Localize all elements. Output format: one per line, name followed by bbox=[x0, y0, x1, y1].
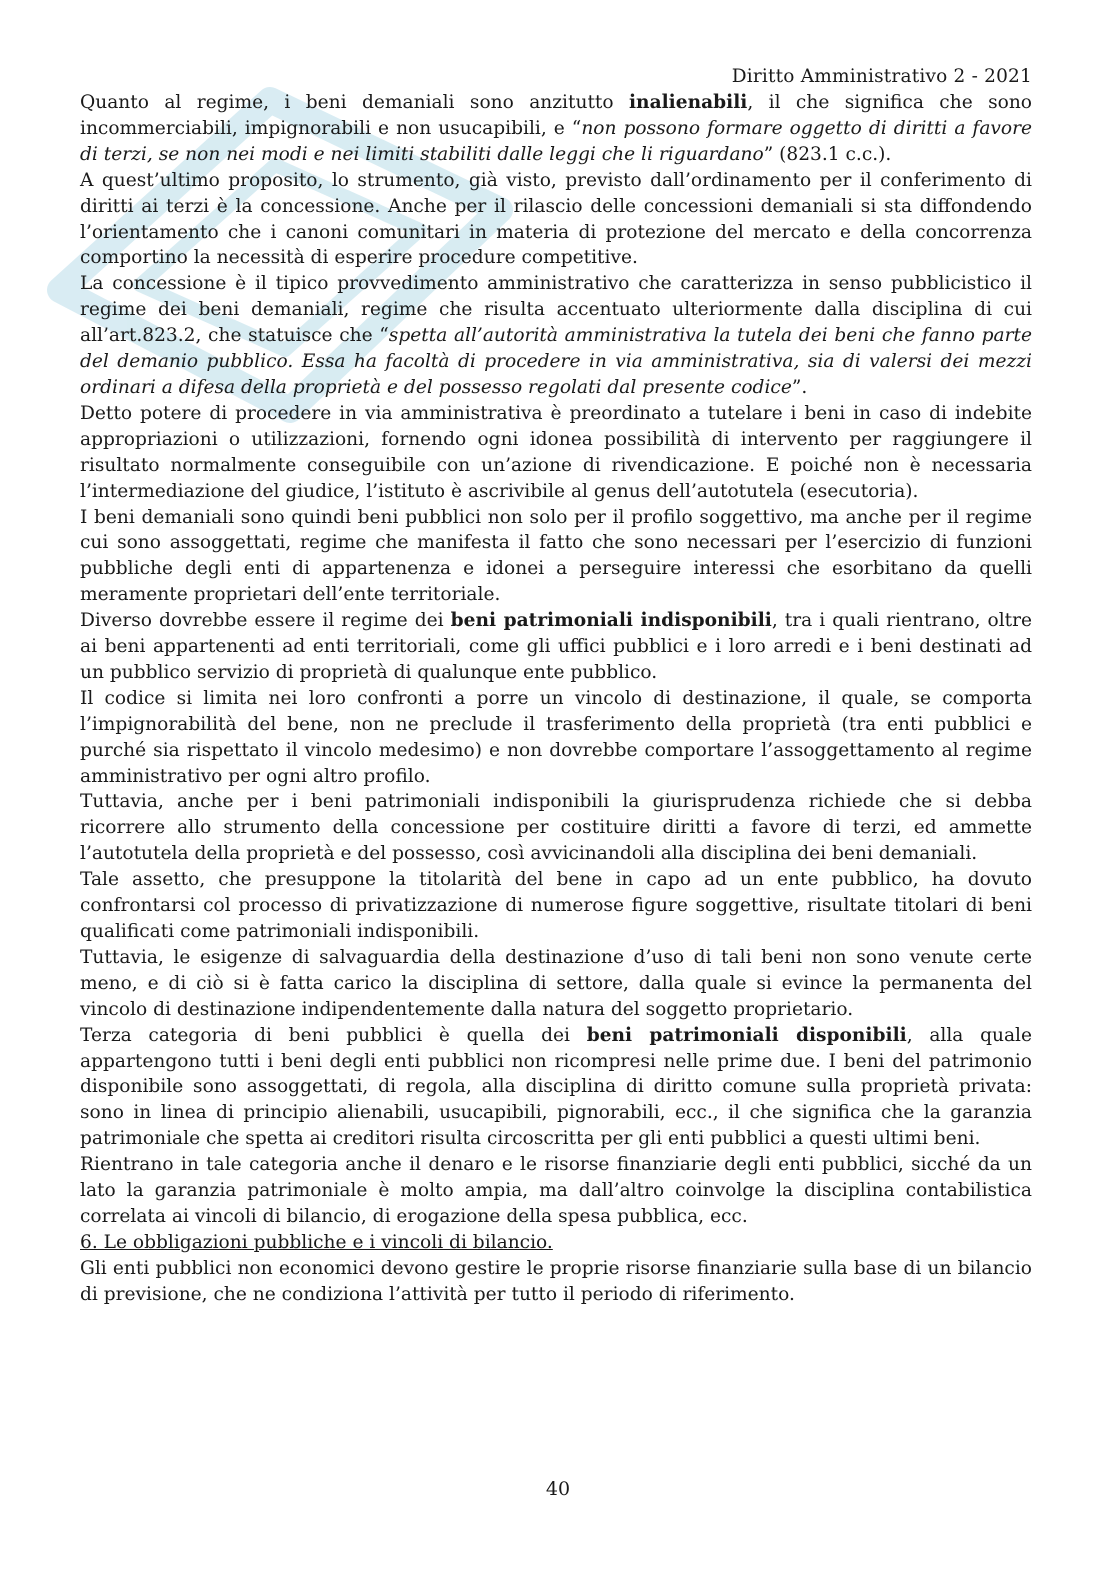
text-run: Il codice si limita nei loro confronti a porre un vincolo di destinazione, il quale, se comporta l’impignorabilità del bene, non ne preclude il trasferimento della proprietà (tra enti pubblici e purché sia rispettato il vincolo medesimo) e non dovrebbe comportare l’assoggettamento al regime amministrativo per ogni altro profilo. bbox=[80, 687, 1032, 787]
paragraph bbox=[80, 867, 1032, 945]
section-heading bbox=[80, 1230, 1032, 1256]
paragraph bbox=[80, 1023, 1032, 1153]
text-run: Terza categoria di beni pubblici è quella dei bbox=[80, 1024, 587, 1046]
paragraph bbox=[80, 608, 1032, 686]
document-header: Diritto Amministrativo 2 - 2021 bbox=[731, 66, 1032, 87]
paragraph bbox=[80, 168, 1032, 272]
paragraph bbox=[80, 945, 1032, 1023]
paragraph bbox=[80, 505, 1032, 609]
text-run: Detto potere di procedere in via amministrativa è preordinato a tutelare i beni in caso di indebite appropriazioni o utilizzazioni, fornendo ogni idonea possibilità di intervento per raggiungere il risultato normalmente conseguibile con un’azione di rivendicazione. E poiché non è necessaria l’intermediazione del giudice, l’istituto è ascrivibile al genus dell’autotutela (esecutoria). bbox=[80, 402, 1032, 502]
text-run: A quest’ultimo proposito, lo strumento, già visto, previsto dall’ordinamento per il conferimento di diritti ai terzi è la concessione. Anche per il rilascio delle concessioni demaniali si sta diffondendo l’orientamento che i canoni comunitari in materia di protezione del mercato e della concorrenza comportino la necessità di esperire procedure competitive. bbox=[80, 169, 1032, 269]
bold-term: inalienabili bbox=[628, 92, 748, 113]
text-run: Tale assetto, che presuppone la titolarità del bene in capo ad un ente pubblico, ha dovuto confrontarsi col processo di privatizzazione di numerose figure soggettive, risultate titolari di beni qualificati come patrimoniali indisponibili. bbox=[80, 869, 1032, 942]
paragraph bbox=[80, 401, 1032, 505]
text-run: ” (823.1 c.c.). bbox=[763, 143, 892, 165]
paragraph bbox=[80, 271, 1032, 401]
text-run: I beni demaniali sono quindi beni pubblici non solo per il profilo soggettivo, ma anche per il regime cui sono assoggettati, regime che manifesta il fatto che sono necessari per l’esercizio di funzioni pubbliche degli enti di appartenenza e idonei a perseguire interessi che esorbitano da quelli meramente proprietari dell’ente territoriale. bbox=[80, 506, 1032, 606]
paragraph bbox=[80, 90, 1032, 168]
text-run: , tra i quali rientrano, oltre ai beni appartenenti ad enti territoriali, come gli uffici pubblici e i loro arredi e i beni destinati ad un pubblico servizio di proprietà di qualunque ente pubblico. bbox=[80, 610, 1033, 683]
text-run: Rientrano in tale categoria anche il denaro e le risorse finanziarie degli enti pubblici, sicché da un lato la garanzia patrimoniale è molto ampia, ma dall’altro coinvolge la disciplina contabilistica correlata ai vincoli di bilancio, di erogazione della spesa pubblica, ecc. bbox=[80, 1154, 1032, 1227]
paragraph bbox=[80, 1152, 1032, 1230]
text-run: 6. Le obbligazioni pubbliche e i vincoli di bilancio. bbox=[80, 1231, 553, 1253]
paragraph bbox=[80, 686, 1032, 790]
text-run: Quanto al regime, i beni demaniali sono anzitutto bbox=[80, 92, 629, 113]
italic-quote: spetta all’autorità amministrativa la tutela dei beni che fanno parte del demanio pubblico. Essa ha facoltà di procedere in via amministrativa, sia di valersi dei mezzi ordinari a difesa della proprietà e del possesso regolati dal presente codice bbox=[80, 325, 1032, 398]
bold-term: beni patrimoniali indisponibili bbox=[450, 610, 772, 632]
text-run: ”. bbox=[791, 376, 808, 398]
bold-term: beni patrimoniali disponibili bbox=[586, 1024, 907, 1046]
text-run: Gli enti pubblici non economici devono gestire le proprie risorse finanziarie sulla base di un bilancio di previsione, che ne condiziona l’attività per tutto il periodo di riferimento. bbox=[80, 1257, 1032, 1305]
text-run: Diverso dovrebbe essere il regime dei bbox=[80, 610, 451, 632]
italic-quote: non possono formare oggetto di diritti a favore di terzi, se non nei modi e nei limiti stabiliti dalle leggi che li riguardano bbox=[80, 117, 1032, 165]
text-run: , il che significa che sono incommerciabili, impignorabili e non usucapibili, e “ bbox=[80, 92, 1032, 139]
paragraph bbox=[80, 789, 1032, 867]
text-run: La concessione è il tipico provvedimento amministrativo che caratterizza in senso pubblicistico il regime dei beni demaniali, regime che risulta accentuato ulteriormente dalla disciplina di cui all’art.823.2, che statuisce che “ bbox=[80, 273, 1032, 347]
text-run: Tuttavia, anche per i beni patrimoniali indisponibili la giurisprudenza richiede che si debba ricorrere allo strumento della concessione per costituire diritti a favore di terzi, ed ammette l’autotutela della proprietà e del possesso, così avvicinandoli alla disciplina dei beni demaniali. bbox=[80, 791, 1032, 865]
text-run: Tuttavia, le esigenze di salvaguardia della destinazione d’uso di tali beni non sono venute certe meno, e di ciò si è fatta carico la disciplina di settore, dalla quale si evince la permanenta del vincolo di destinazione indipendentemente dalla natura del soggetto proprietario. bbox=[80, 946, 1032, 1020]
page-number: 40 bbox=[545, 1478, 571, 1500]
text-run: , alla quale appartengono tutti i beni degli enti pubblici non ricompresi nelle prime due. I beni del patrimonio disponibile sono assoggettati, di regola, alla disciplina di diritto comune sulla proprietà privata: sono in linea di principio alienabili, usucapibili, pignorabili, ecc., il che significa che la garanzia patrimoniale che spetta ai creditori risulta circoscritta per gli enti pubblici a questi ultimi beni. bbox=[80, 1024, 1033, 1150]
paragraph bbox=[80, 1256, 1032, 1308]
document-body bbox=[80, 90, 1032, 1308]
